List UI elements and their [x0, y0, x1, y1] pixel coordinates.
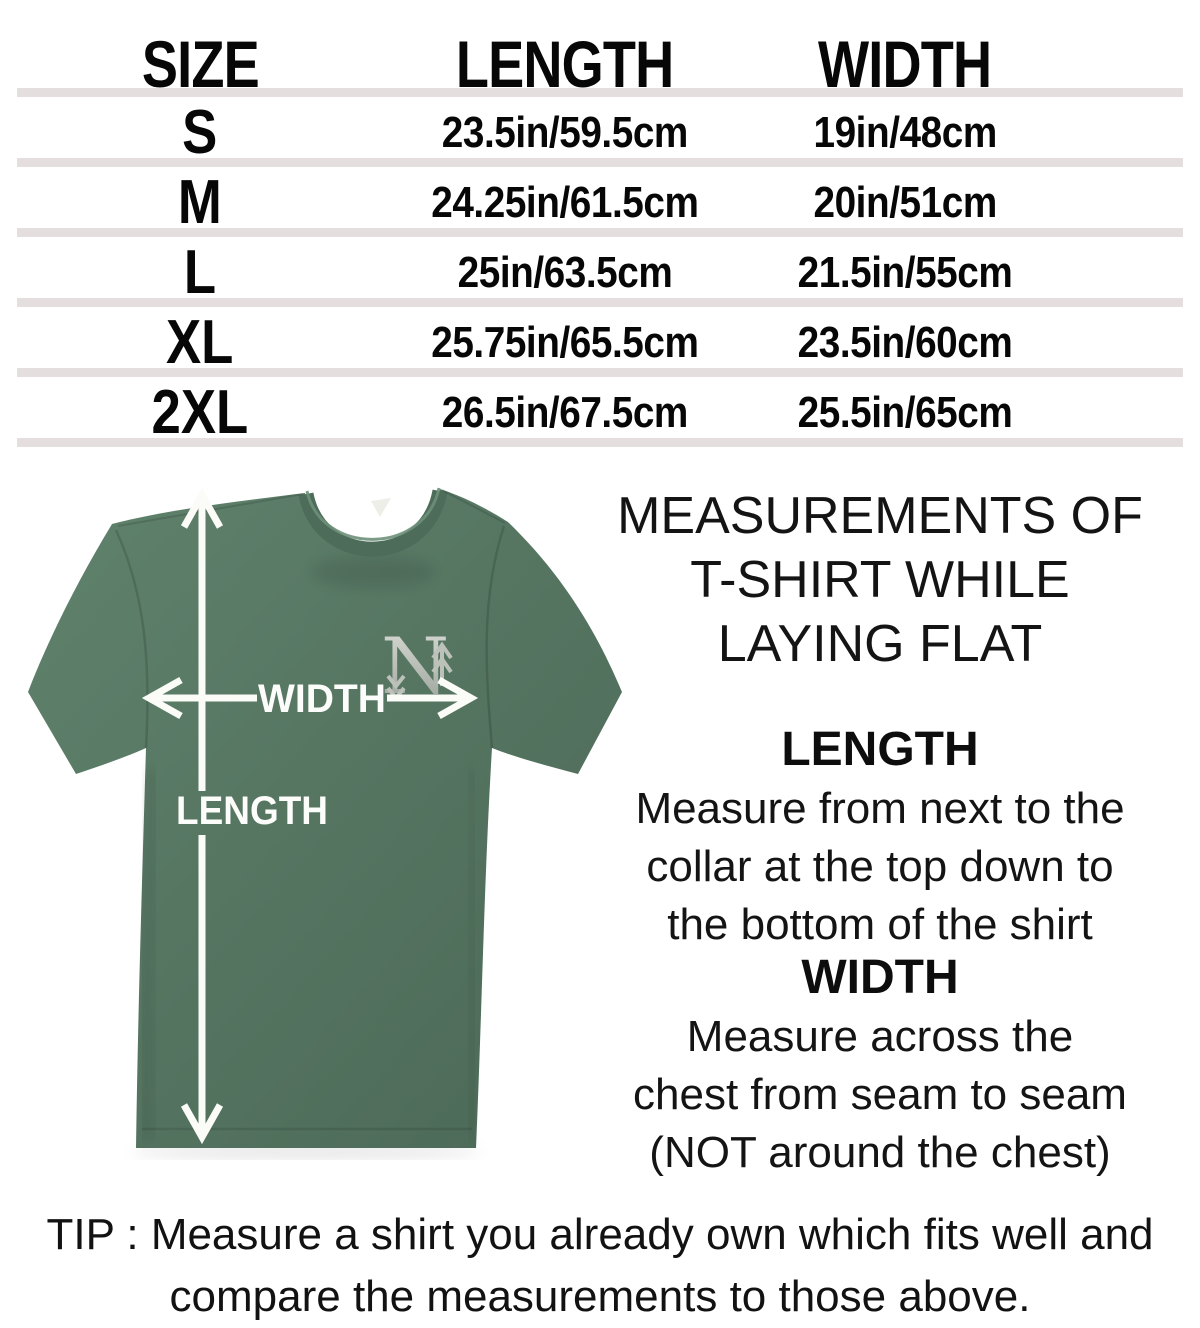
length-value: 23.5in/59.5cm [441, 107, 689, 157]
width-value: 21.5in/55cm [797, 247, 1013, 297]
table-row-l [0, 237, 1080, 307]
left-body-fold [146, 770, 152, 1140]
tip-line: TIP : Measure a shirt you already own which fits well and [46, 1210, 1154, 1259]
under-collar-shadow [311, 556, 435, 588]
care-tag [371, 498, 391, 517]
length-instructions [604, 780, 1156, 954]
length-value: 25in/63.5cm [457, 247, 673, 297]
width-instructions [604, 1008, 1156, 1182]
column-header-size: SIZE [141, 27, 259, 101]
width-value: 25.5in/65cm [797, 387, 1013, 437]
heading-line: LAYING FLAT [717, 615, 1043, 673]
table-row-xl [0, 307, 1080, 377]
heading-line: MEASUREMENTS OF [617, 487, 1143, 545]
width-value: 20in/51cm [813, 177, 997, 227]
table-row-s [0, 97, 1080, 167]
measurements-heading [610, 484, 1150, 676]
size-label: L [183, 238, 217, 307]
instruction-line: (NOT around the chest) [649, 1128, 1111, 1177]
table-row-m [0, 167, 1080, 237]
instruction-line: chest from seam to seam [633, 1070, 1127, 1119]
length-value: 24.25in/61.5cm [431, 177, 699, 227]
width-value: 19in/48cm [813, 107, 997, 157]
instruction-line: collar at the top down to [646, 842, 1114, 891]
size-label: 2XL [151, 378, 249, 447]
size-table [0, 0, 1200, 447]
column-header-length: LENGTH [456, 27, 674, 101]
column-header-width: WIDTH [818, 27, 992, 101]
right-body-fold [470, 770, 473, 1136]
length-value: 25.75in/65.5cm [431, 317, 699, 367]
length-label: LENGTH [176, 789, 328, 833]
tip-line: compare the measurements to those above. [169, 1272, 1031, 1321]
table-header-row [0, 0, 1080, 101]
heading-line: T-SHIRT WHILE [690, 551, 1070, 609]
instruction-line: the bottom of the shirt [667, 900, 1093, 949]
instruction-line: Measure across the [686, 1012, 1074, 1061]
instruction-line: Measure from next to the [635, 784, 1125, 833]
size-label: XL [166, 308, 234, 377]
length-value: 26.5in/67.5cm [441, 387, 689, 437]
width-value: 23.5in/60cm [797, 317, 1013, 367]
tshirt-diagram [0, 460, 660, 1160]
brand-logo-letter: N [381, 622, 450, 712]
size-label: S [182, 98, 218, 167]
table-row-2xl [0, 377, 1080, 447]
length-section-heading: LENGTH [781, 723, 979, 776]
tip-text [0, 1204, 1200, 1328]
size-label: M [178, 168, 222, 237]
width-section-heading: WIDTH [801, 951, 959, 1004]
width-label: WIDTH [258, 677, 386, 721]
